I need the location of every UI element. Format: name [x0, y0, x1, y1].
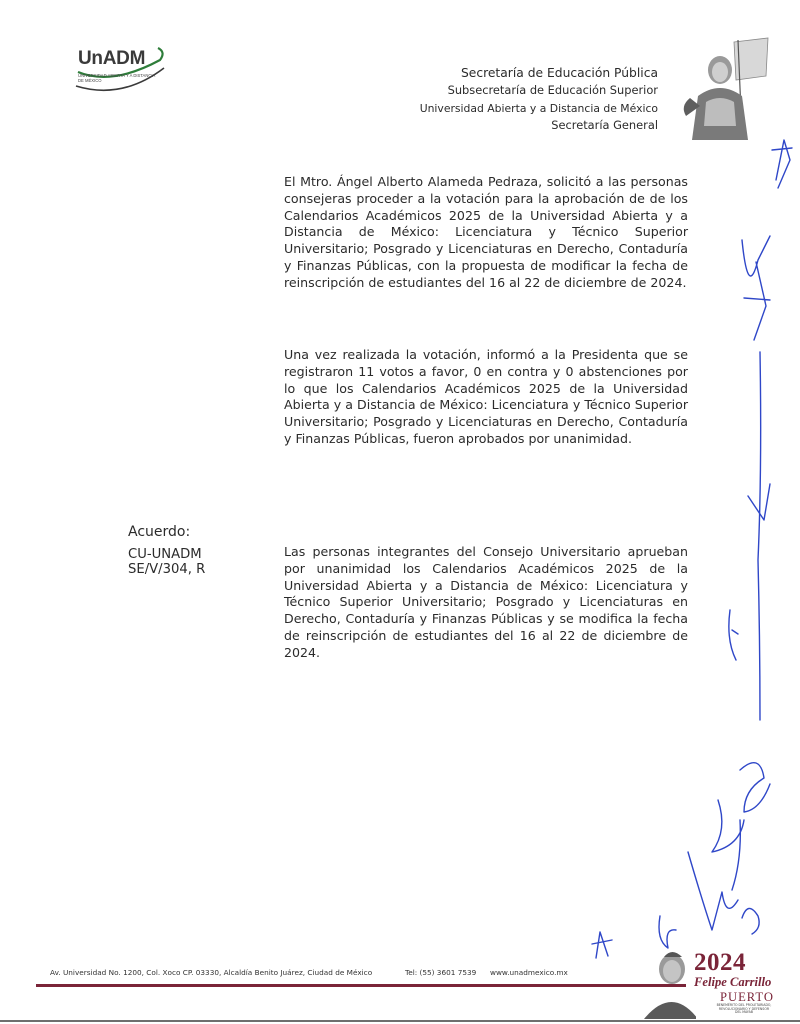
header-sep: Secretaría de Educación Pública	[460, 66, 658, 80]
header-university: Universidad Abierta y a Distancia de México	[419, 101, 658, 115]
badge-name-line1: Felipe Carrillo	[694, 975, 772, 989]
carrillo-portrait-icon	[636, 935, 696, 1019]
badge-caption: BENEMÉRITO DEL PROLETARIADO, REVOLUCIONARIO Y DEFENSOR DEL MAYAB	[716, 1003, 772, 1015]
footer-phone: Tel: (55) 3601 7539	[405, 968, 477, 977]
logo-subtitle: UNIVERSIDAD ABIERTA Y A DISTANCIA DE MÉXICO	[78, 73, 156, 83]
page-bottom-edge	[0, 1020, 800, 1022]
unadm-logo	[72, 42, 172, 98]
agreement-label: Acuerdo:	[128, 524, 191, 540]
badge-year: 2024	[694, 949, 746, 976]
felipe-carrillo-puerto-2024-badge	[636, 935, 786, 1019]
header-subsecretaria: Subsecretaría de Educación Superior	[447, 83, 658, 97]
header-secretaria-general: Secretaría General	[551, 118, 658, 132]
portrait-emblem-icon	[676, 36, 772, 140]
badge-name-line2: PUERTO	[720, 990, 774, 1004]
agreement-code: CU-UNADM SE/V/304, R	[128, 547, 206, 577]
footer-address: Av. Universidad No. 1200, Col. Xoco CP. 03330, Alcaldía Benito Juárez, Ciudad de México	[50, 968, 373, 977]
footer-website[interactable]: www.unadmexico.mx	[490, 968, 568, 977]
footer-rule	[36, 984, 686, 987]
paragraph-vote-result: Una vez realizada la votación, informó a la Presidenta que se registraron 11 votos a favor, 0 en contra y 0 abstenciones por lo que los Calendarios Académicos 2025 de la Universidad Abierta y a Distancia de México: Licenciatura y Técnico Superior Universitario; Posgrado y Licenciaturas en Derecho, Contaduría y Finanzas Públicas, fueron aprobados por unanimidad.	[284, 347, 688, 446]
agreement-text: Las personas integrantes del Consejo Universitario aprueban por unanimidad los Calendarios Académicos 2025 de la Universidad Abierta y a Distancia de México: Licenciatura y Técnico Superior Universitario; Posgrado y Licenciaturas en Derecho, Contaduría y Finanzas Públicas y se modifica la fecha de reinscripción de estudiantes del 16 al 22 de diciembre de 2024.	[284, 544, 688, 660]
logo-name: UnADM	[78, 48, 146, 69]
institution-header	[420, 64, 658, 135]
paragraph-request-vote: El Mtro. Ángel Alberto Alameda Pedraza, solicitó a las personas consejeras proceder a la votación para la aprobación de de los Calendarios Académicos 2025 de la Universidad Abierta y a Distancia de México: Licenciatura y Técnico Superior Universitario; Posgrado y Licenciaturas en Derecho, Contaduría y Finanzas Públicas, con la propuesta de modificar la fecha de reinscripción de estudiantes del 16 al 22 de diciembre de 2024.	[284, 174, 688, 290]
